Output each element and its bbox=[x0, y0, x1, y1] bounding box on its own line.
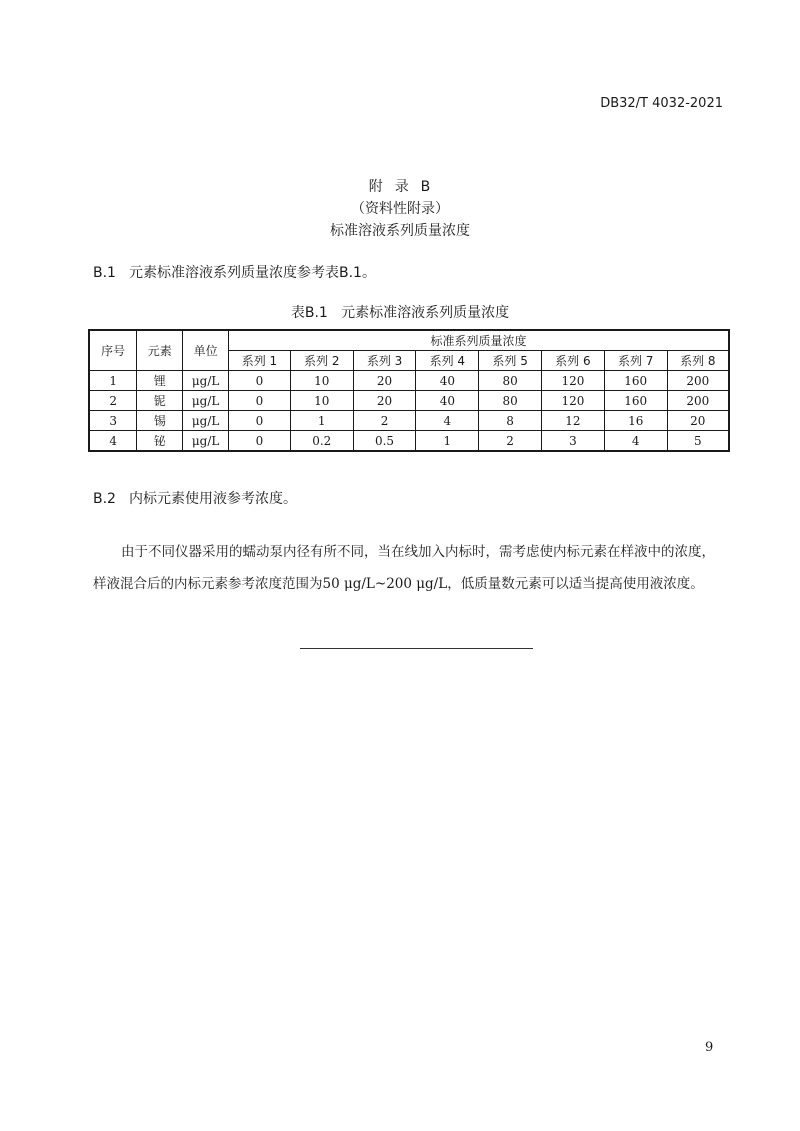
cell-value: 0 bbox=[229, 371, 291, 391]
section-b2-text: 内标元素使用液参考浓度。 bbox=[129, 491, 297, 507]
section-b1-text: 元素标准溶液系列质量浓度参考表B.1。 bbox=[129, 265, 376, 281]
cell-value: 1 bbox=[290, 411, 353, 431]
cell-value: 16 bbox=[604, 411, 667, 431]
cell-value: 20 bbox=[353, 391, 416, 411]
section-b2-number: B.2 bbox=[93, 491, 116, 507]
table-row bbox=[89, 391, 729, 411]
header-series: 系列 6 bbox=[542, 351, 605, 371]
header-series: 系列 1 bbox=[229, 351, 291, 371]
header-unit: 单位 bbox=[183, 330, 229, 371]
appendix-title: 附 录 B bbox=[368, 179, 432, 195]
cell-unit: μg/L bbox=[183, 411, 229, 431]
cell-unit: μg/L bbox=[183, 371, 229, 391]
cell-value: 120 bbox=[542, 371, 605, 391]
cell-value: 5 bbox=[667, 431, 729, 452]
cell-value: 80 bbox=[479, 391, 542, 411]
cell-value: 200 bbox=[667, 371, 729, 391]
header-series: 系列 4 bbox=[416, 351, 479, 371]
cell-value: 3 bbox=[542, 431, 605, 452]
section-b1-number: B.1 bbox=[93, 265, 116, 281]
table-row bbox=[89, 411, 729, 431]
cell-value: 1 bbox=[416, 431, 479, 452]
header-seq: 序号 bbox=[89, 330, 137, 371]
cell-element: 铌 bbox=[137, 391, 183, 411]
end-rule bbox=[300, 648, 533, 649]
cell-value: 10 bbox=[290, 371, 353, 391]
section-b1 bbox=[93, 262, 376, 282]
cell-value: 10 bbox=[290, 391, 353, 411]
document-code: DB32/T 4032-2021 bbox=[600, 96, 723, 111]
table-row bbox=[89, 371, 729, 391]
header-series: 系列 2 bbox=[290, 351, 353, 371]
cell-unit: μg/L bbox=[183, 391, 229, 411]
cell-value: 0 bbox=[229, 431, 291, 452]
paragraph-line-1: 由于不同仪器采用的蠕动泵内径有所不同，当在线加入内标时，需考虑使内标元素在样液中的浓度， bbox=[121, 544, 715, 560]
table-row bbox=[89, 431, 729, 452]
page-number: 9 bbox=[705, 1040, 714, 1055]
cell-value: 4 bbox=[416, 411, 479, 431]
cell-value: 80 bbox=[479, 371, 542, 391]
paragraph-line-2: 样液混合后的内标元素参考浓度范围为50 μg/L~200 μg/L，低质量数元素可以适当提高使用液浓度。 bbox=[93, 576, 704, 592]
concentration-table bbox=[88, 329, 730, 452]
header-element: 元素 bbox=[137, 330, 183, 371]
cell-value: 4 bbox=[604, 431, 667, 452]
cell-value: 2 bbox=[479, 431, 542, 452]
header-series: 系列 8 bbox=[667, 351, 729, 371]
cell-value: 160 bbox=[604, 371, 667, 391]
cell-value: 12 bbox=[542, 411, 605, 431]
cell-value: 0.5 bbox=[353, 431, 416, 452]
cell-element: 锂 bbox=[137, 371, 183, 391]
cell-value: 40 bbox=[416, 371, 479, 391]
cell-value: 2 bbox=[353, 411, 416, 431]
table-header-row bbox=[89, 330, 729, 351]
cell-value: 40 bbox=[416, 391, 479, 411]
cell-element: 锡 bbox=[137, 411, 183, 431]
cell-element: 铋 bbox=[137, 431, 183, 452]
cell-value: 120 bbox=[542, 391, 605, 411]
cell-seq: 1 bbox=[89, 371, 137, 391]
appendix-type: （资料性附录） bbox=[351, 201, 449, 217]
header-series: 系列 3 bbox=[353, 351, 416, 371]
cell-seq: 4 bbox=[89, 431, 137, 452]
cell-unit: μg/L bbox=[183, 431, 229, 452]
cell-value: 200 bbox=[667, 391, 729, 411]
cell-value: 0.2 bbox=[290, 431, 353, 452]
section-b2 bbox=[93, 488, 297, 508]
header-group: 标准系列质量浓度 bbox=[229, 330, 729, 351]
cell-value: 0 bbox=[229, 391, 291, 411]
table-caption: 表B.1 元素标准溶液系列质量浓度 bbox=[290, 305, 510, 321]
cell-value: 8 bbox=[479, 411, 542, 431]
header-series: 系列 7 bbox=[604, 351, 667, 371]
appendix-name: 标准溶液系列质量浓度 bbox=[330, 223, 470, 239]
cell-seq: 2 bbox=[89, 391, 137, 411]
cell-value: 160 bbox=[604, 391, 667, 411]
cell-seq: 3 bbox=[89, 411, 137, 431]
header-series: 系列 5 bbox=[479, 351, 542, 371]
cell-value: 20 bbox=[667, 411, 729, 431]
cell-value: 20 bbox=[353, 371, 416, 391]
cell-value: 0 bbox=[229, 411, 291, 431]
